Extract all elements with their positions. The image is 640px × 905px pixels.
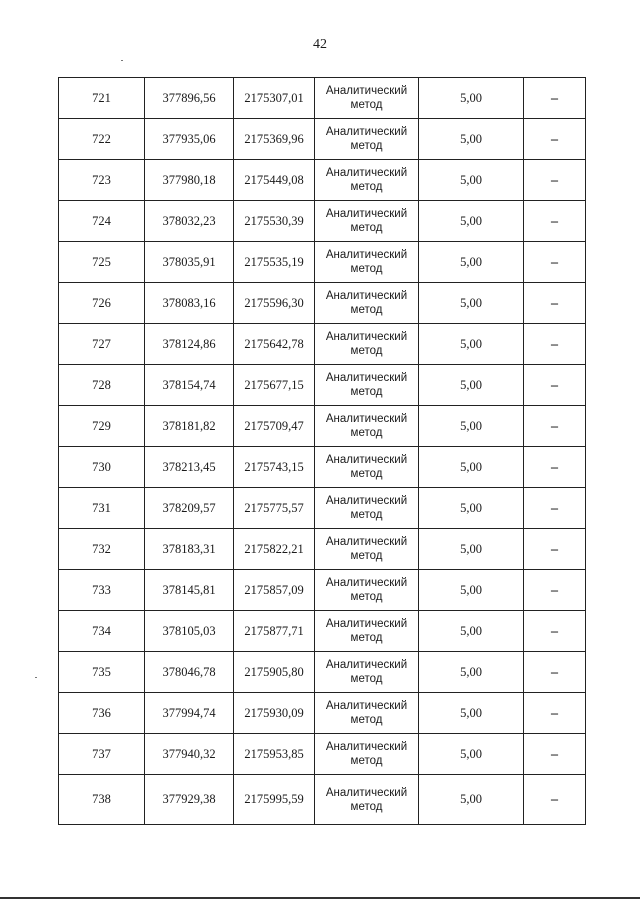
dash-cell: – (524, 242, 586, 283)
table-row (59, 365, 586, 406)
method-text: Аналитический (325, 659, 408, 671)
x-coordinate-cell: 377980,18 (145, 160, 234, 201)
x-coordinate-cell: 378145,81 (145, 570, 234, 611)
method-cell (315, 160, 419, 201)
dash-cell: – (524, 365, 586, 406)
dash-cell: – (524, 119, 586, 160)
table-row (59, 242, 586, 283)
accuracy-cell: 5,00 (419, 529, 524, 570)
dash-cell: – (524, 201, 586, 242)
table-row (59, 611, 586, 652)
table-row (59, 78, 586, 119)
x-coordinate-cell: 378083,16 (145, 283, 234, 324)
dash-cell: – (524, 160, 586, 201)
y-coordinate-cell: 2175596,30 (234, 283, 315, 324)
method-cell (315, 201, 419, 242)
method-text: метод (350, 304, 383, 316)
method-text: метод (350, 468, 383, 480)
dash-cell: – (524, 775, 586, 825)
y-coordinate-cell: 2175709,47 (234, 406, 315, 447)
method-text: Аналитический (325, 413, 408, 425)
point-number-cell: 723 (59, 160, 145, 201)
scan-bottom-edge (0, 897, 640, 899)
y-coordinate-cell: 2175677,15 (234, 365, 315, 406)
dash-cell: – (524, 611, 586, 652)
method-text: метод (350, 755, 383, 767)
x-coordinate-cell: 378209,57 (145, 488, 234, 529)
x-coordinate-cell: 377940,32 (145, 734, 234, 775)
point-number-cell: 722 (59, 119, 145, 160)
table-row (59, 324, 586, 365)
method-text: метод (350, 509, 383, 521)
table-row (59, 283, 586, 324)
method-text: метод (350, 263, 383, 275)
point-number-cell: 736 (59, 693, 145, 734)
y-coordinate-cell: 2175775,57 (234, 488, 315, 529)
method-cell (315, 652, 419, 693)
table-row (59, 652, 586, 693)
method-text: Аналитический (325, 249, 408, 261)
dash-cell: – (524, 447, 586, 488)
accuracy-cell: 5,00 (419, 160, 524, 201)
point-number-cell: 738 (59, 775, 145, 825)
method-cell (315, 693, 419, 734)
accuracy-cell: 5,00 (419, 570, 524, 611)
y-coordinate-cell: 2175743,15 (234, 447, 315, 488)
y-coordinate-cell: 2175307,01 (234, 78, 315, 119)
method-text: метод (350, 345, 383, 357)
method-text: Аналитический (325, 167, 408, 179)
accuracy-cell: 5,00 (419, 611, 524, 652)
method-text: Аналитический (325, 85, 408, 97)
y-coordinate-cell: 2175369,96 (234, 119, 315, 160)
y-coordinate-cell: 2175642,78 (234, 324, 315, 365)
y-coordinate-cell: 2175877,71 (234, 611, 315, 652)
table-row (59, 488, 586, 529)
x-coordinate-cell: 378032,23 (145, 201, 234, 242)
accuracy-cell: 5,00 (419, 365, 524, 406)
x-coordinate-cell: 378213,45 (145, 447, 234, 488)
method-text: метод (350, 632, 383, 644)
y-coordinate-cell: 2175535,19 (234, 242, 315, 283)
method-cell (315, 570, 419, 611)
y-coordinate-cell: 2175449,08 (234, 160, 315, 201)
point-number-cell: 731 (59, 488, 145, 529)
dash-cell: – (524, 488, 586, 529)
accuracy-cell: 5,00 (419, 324, 524, 365)
accuracy-cell: 5,00 (419, 734, 524, 775)
x-coordinate-cell: 377896,56 (145, 78, 234, 119)
point-number-cell: 728 (59, 365, 145, 406)
method-text: Аналитический (325, 331, 408, 343)
x-coordinate-cell: 378154,74 (145, 365, 234, 406)
method-text: Аналитический (325, 536, 408, 548)
table-row (59, 119, 586, 160)
method-text: метод (350, 714, 383, 726)
y-coordinate-cell: 2175530,39 (234, 201, 315, 242)
dash-cell: – (524, 283, 586, 324)
method-text: метод (350, 181, 383, 193)
method-cell (315, 529, 419, 570)
x-coordinate-cell: 378105,03 (145, 611, 234, 652)
y-coordinate-cell: 2175822,21 (234, 529, 315, 570)
x-coordinate-cell: 378046,78 (145, 652, 234, 693)
method-cell (315, 447, 419, 488)
dash-cell: – (524, 734, 586, 775)
point-number-cell: 733 (59, 570, 145, 611)
accuracy-cell: 5,00 (419, 242, 524, 283)
point-number-cell: 732 (59, 529, 145, 570)
scan-speck (35, 677, 37, 678)
method-cell (315, 365, 419, 406)
x-coordinate-cell: 377929,38 (145, 775, 234, 825)
point-number-cell: 735 (59, 652, 145, 693)
y-coordinate-cell: 2175857,09 (234, 570, 315, 611)
point-number-cell: 725 (59, 242, 145, 283)
method-text: Аналитический (325, 495, 408, 507)
dash-cell: – (524, 570, 586, 611)
point-number-cell: 730 (59, 447, 145, 488)
point-number-cell: 729 (59, 406, 145, 447)
x-coordinate-cell: 378124,86 (145, 324, 234, 365)
method-cell (315, 119, 419, 160)
method-text: Аналитический (325, 290, 408, 302)
method-cell (315, 242, 419, 283)
table-body (59, 78, 586, 825)
method-cell (315, 324, 419, 365)
table-row (59, 447, 586, 488)
dash-cell: – (524, 324, 586, 365)
method-text: Аналитический (325, 577, 408, 589)
x-coordinate-cell: 378183,31 (145, 529, 234, 570)
method-cell (315, 611, 419, 652)
method-text: Аналитический (325, 372, 408, 384)
method-cell (315, 775, 419, 825)
coordinates-table (58, 77, 586, 825)
method-text: метод (350, 591, 383, 603)
method-text: метод (350, 140, 383, 152)
table-row (59, 529, 586, 570)
y-coordinate-cell: 2175905,80 (234, 652, 315, 693)
method-text: Аналитический (325, 126, 408, 138)
method-text: метод (350, 427, 383, 439)
dash-cell: – (524, 78, 586, 119)
method-text: Аналитический (325, 786, 408, 799)
accuracy-cell: 5,00 (419, 693, 524, 734)
x-coordinate-cell: 377994,74 (145, 693, 234, 734)
accuracy-cell: 5,00 (419, 488, 524, 529)
y-coordinate-cell: 2175930,09 (234, 693, 315, 734)
dash-cell: – (524, 529, 586, 570)
table-row (59, 775, 586, 825)
method-text: Аналитический (325, 454, 408, 466)
point-number-cell: 727 (59, 324, 145, 365)
dash-cell: – (524, 406, 586, 447)
method-text: метод (350, 222, 383, 234)
method-text: Аналитический (325, 700, 408, 712)
x-coordinate-cell: 378181,82 (145, 406, 234, 447)
point-number-cell: 737 (59, 734, 145, 775)
accuracy-cell: 5,00 (419, 652, 524, 693)
method-cell (315, 78, 419, 119)
accuracy-cell: 5,00 (419, 775, 524, 825)
method-cell (315, 283, 419, 324)
method-cell (315, 406, 419, 447)
method-text: Аналитический (325, 208, 408, 220)
method-cell (315, 488, 419, 529)
method-text: метод (350, 673, 383, 685)
method-text: Аналитический (325, 618, 408, 630)
method-text: метод (350, 800, 383, 813)
y-coordinate-cell: 2175953,85 (234, 734, 315, 775)
accuracy-cell: 5,00 (419, 119, 524, 160)
table-row (59, 201, 586, 242)
point-number-cell: 734 (59, 611, 145, 652)
accuracy-cell: 5,00 (419, 283, 524, 324)
method-text: Аналитический (325, 741, 408, 753)
accuracy-cell: 5,00 (419, 201, 524, 242)
point-number-cell: 724 (59, 201, 145, 242)
method-text: метод (350, 99, 383, 111)
point-number-cell: 721 (59, 78, 145, 119)
method-cell (315, 734, 419, 775)
dash-cell: – (524, 693, 586, 734)
accuracy-cell: 5,00 (419, 78, 524, 119)
x-coordinate-cell: 378035,91 (145, 242, 234, 283)
y-coordinate-cell: 2175995,59 (234, 775, 315, 825)
method-text: метод (350, 550, 383, 562)
table-row (59, 160, 586, 201)
accuracy-cell: 5,00 (419, 447, 524, 488)
point-number-cell: 726 (59, 283, 145, 324)
table-row (59, 693, 586, 734)
method-text: метод (350, 386, 383, 398)
accuracy-cell: 5,00 (419, 406, 524, 447)
x-coordinate-cell: 377935,06 (145, 119, 234, 160)
table-row (59, 734, 586, 775)
table-row (59, 406, 586, 447)
table-row (59, 570, 586, 611)
page-number: 42 (313, 37, 327, 52)
scan-speck (121, 60, 123, 61)
dash-cell: – (524, 652, 586, 693)
